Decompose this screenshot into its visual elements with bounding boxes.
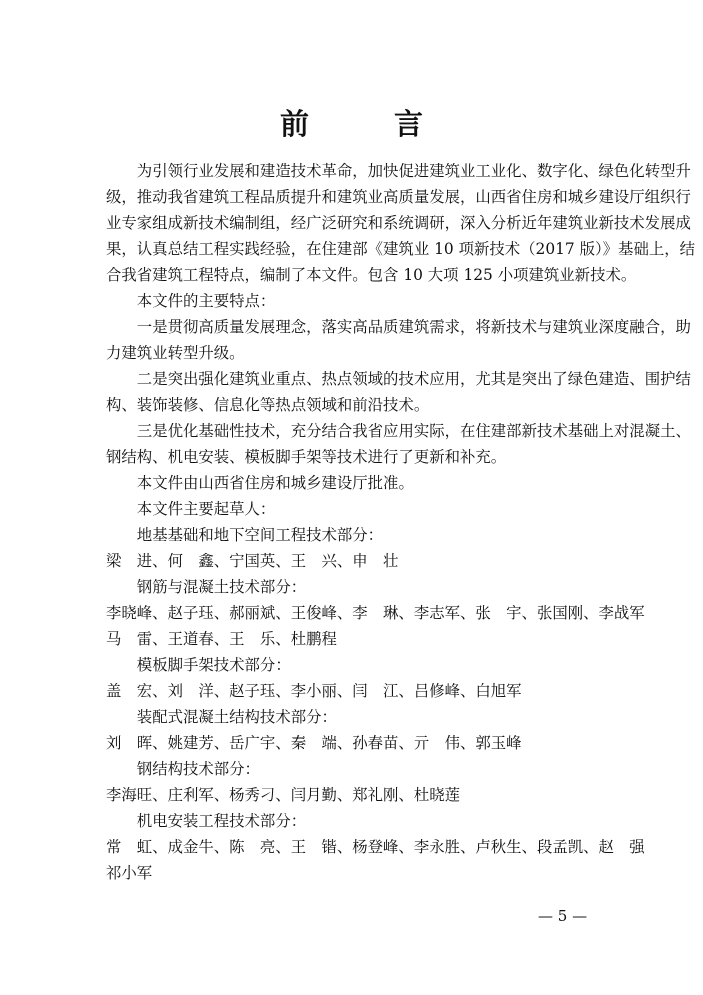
names-line: 盖 宏、刘 洋、赵子珏、李小丽、闫 江、吕修峰、白旭军: [106, 682, 522, 700]
section-heading: 地基基础和地下空间工程技术部分：: [136, 526, 384, 544]
intro-line: 合我省建筑工程特点，编制了本文件。包含 10 大项 125 小项建筑业新技术。: [106, 266, 637, 284]
drafter-section: [106, 756, 634, 808]
drafter-section: [106, 652, 634, 704]
feature-line: 构、装饰装修、信息化等热点领域和前沿技术。: [106, 396, 430, 414]
page-title: 前 言: [279, 107, 451, 141]
names-line: 马 雷、王道春、王 乐、杜鹏程: [106, 630, 337, 648]
intro-line: 级，推动我省建筑工程品质提升和建筑业高质量发展，山西省住房和城乡建设厅组织行: [106, 188, 691, 206]
intro-line: 业专家组成新技术编制组，经广泛研究和系统调研，深入分析近年建筑业新技术发展成: [106, 214, 691, 232]
names-line: 李海旺、庄利军、杨秀刁、闫月勤、郑礼刚、杜晓莲: [106, 786, 460, 804]
section-heading: 钢结构技术部分：: [136, 760, 260, 778]
names-line: 刘 晖、姚建芳、岳广宇、秦 端、孙春苗、亓 伟、郭玉峰: [106, 734, 522, 752]
drafters-heading: 本文件主要起草人：: [136, 500, 276, 518]
names-line: 梁 进、何 鑫、宁国英、王 兴、申 壮: [106, 552, 399, 570]
drafter-section: [106, 704, 634, 756]
approval-statement: 本文件由山西省住房和城乡建设厅批准。: [136, 474, 414, 492]
feature-line: 二是突出强化建筑业重点、热点领域的技术应用，尤其是突出了绿色建造、围护结: [136, 370, 691, 388]
names-line: 祁小军: [106, 864, 153, 882]
feature-paragraph-2: [106, 366, 691, 418]
feature-line: 钢结构、机电安装、模板脚手架等技术进行了更新和补充。: [106, 448, 507, 466]
drafter-section: [106, 808, 645, 886]
intro-paragraph: [106, 158, 696, 288]
page-number: — 5 —: [538, 907, 588, 925]
names-line: 李晓峰、赵子珏、郝丽斌、王俊峰、李 琳、李志军、张 宇、张国刚、李战军: [106, 604, 645, 622]
drafter-section: [106, 522, 634, 574]
section-heading: 机电安装工程技术部分：: [136, 812, 307, 830]
section-heading: 装配式混凝土结构技术部分：: [136, 708, 337, 726]
section-heading: 钢筋与混凝土技术部分：: [136, 578, 307, 596]
feature-paragraph-1: [106, 314, 691, 366]
intro-line: 为引领行业发展和建造技术革命，加快促进建筑业工业化、数字化、绿色化转型升: [136, 162, 691, 180]
feature-line: 一是贯彻高质量发展理念，落实高品质建筑需求，将新技术与建筑业深度融合，助: [136, 318, 691, 336]
names-line: 常 虹、成金牛、陈 亮、王 锴、杨登峰、李永胜、卢秋生、段孟凯、赵 强: [106, 838, 645, 856]
feature-line: 力建筑业转型升级。: [106, 344, 245, 362]
features-heading: 本文件的主要特点：: [136, 292, 276, 310]
intro-line: 果，认真总结工程实践经验，在住建部《建筑业 10 项新技术（2017 版）》基础上，结: [106, 240, 696, 258]
document-body: [106, 158, 696, 886]
section-heading: 模板脚手架技术部分：: [136, 656, 291, 674]
drafter-section: [106, 574, 645, 652]
feature-paragraph-3: [106, 418, 691, 470]
feature-line: 三是优化基础性技术，充分结合我省应用实际，在住建部新技术基础上对混凝土、: [136, 422, 691, 440]
